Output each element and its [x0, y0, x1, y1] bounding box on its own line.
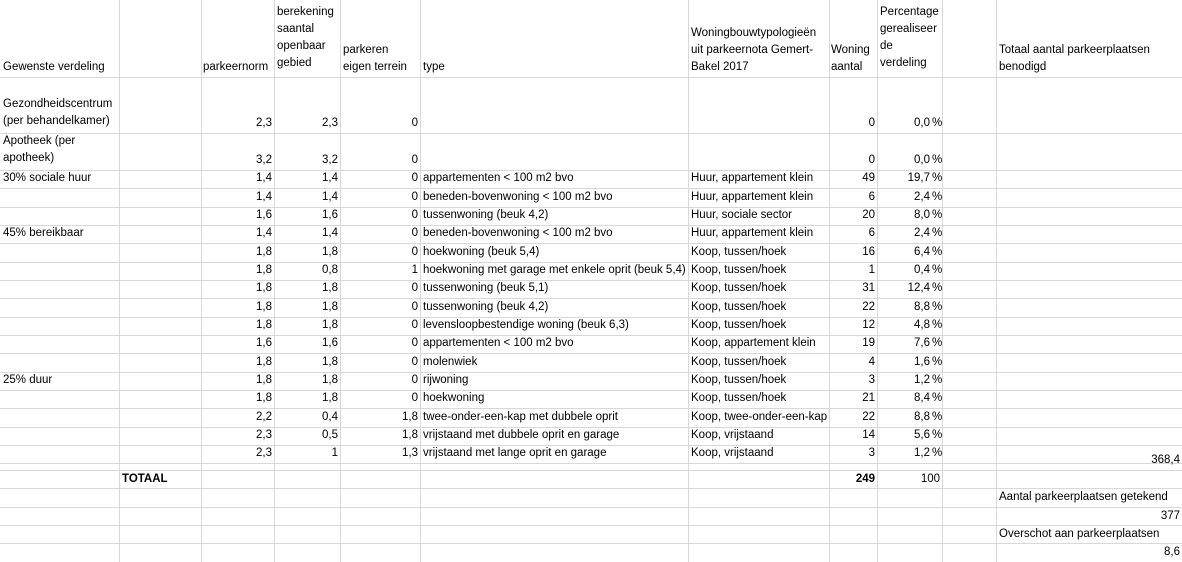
cell-parkeernorm: 1,8 [256, 264, 272, 276]
cell-percentage: 1,6 [914, 356, 930, 368]
cell-parkeernorm: 2,3 [256, 429, 272, 441]
cell-parkeernorm: 1,8 [256, 246, 272, 258]
cell-woning-aantal: 49 [862, 172, 875, 184]
cell-parkeernorm: 1,8 [256, 282, 272, 294]
cell-eigen-terrein: 0 [411, 392, 418, 404]
header-line: Woning [831, 44, 870, 56]
cell-eigen-terrein: 0 [411, 227, 418, 239]
cell-gewenste-verdeling: Gezondheidscentrum (per behandelkamer) [3, 98, 113, 127]
header-line: Bakel 2017 [691, 61, 749, 73]
cell-type: hoekwoning met garage met enkele oprit (beuk 5,4) [423, 264, 686, 276]
cell-openbaar: 1,8 [322, 246, 338, 258]
cell-woning-aantal: 6 [868, 227, 875, 239]
header-line: aantal [831, 61, 863, 73]
cell-typologie: Koop, tussen/hoek [691, 356, 787, 368]
cell-eigen-terrein: 1,8 [402, 411, 418, 423]
cell-type: rijwoning [423, 374, 469, 386]
grid-row-line [0, 243, 1182, 244]
cell-gewenste-verdeling: 45% bereikbaar [3, 227, 84, 239]
grid-row-line [0, 470, 1182, 471]
header-line: eigen terrein [343, 61, 407, 73]
cell-percentage: 0,0 [914, 154, 930, 166]
cell-openbaar: 3,2 [322, 154, 338, 166]
cell-percentage: 2,4 [914, 227, 930, 239]
cell-woning-aantal: 20 [862, 209, 875, 221]
cell-openbaar: 1,4 [322, 191, 338, 203]
cell-parkeernorm: 1,8 [256, 301, 272, 313]
cell-eigen-terrein: 0 [411, 319, 418, 331]
cell-parkeernorm: 2,2 [256, 411, 272, 423]
cell-percentage-sign: % [932, 154, 943, 166]
grid-col-line [420, 0, 421, 562]
header-line: Totaal aantal parkeerplaatsen [999, 44, 1150, 56]
cell-woning-aantal: 22 [862, 411, 875, 423]
cell-type: appartementen < 100 m2 bvo [423, 337, 574, 349]
cell-percentage: 8,8 [914, 411, 930, 423]
cell-openbaar: 2,3 [322, 117, 338, 129]
cell-percentage: 8,4 [914, 392, 930, 404]
cell-type: hoekwoning (beuk 5,4) [423, 246, 540, 258]
cell-type: tussenwoning (beuk 4,2) [423, 209, 549, 221]
totaal-aantal: 249 [855, 473, 875, 485]
cell-percentage: 4,8 [914, 319, 930, 331]
cell-openbaar: 1 [331, 447, 338, 459]
cell-percentage-sign: % [932, 374, 943, 386]
cell-woning-aantal: 0 [868, 154, 875, 166]
cell-percentage: 5,6 [914, 429, 930, 441]
cell-woning-aantal: 12 [862, 319, 875, 331]
cell-woning-aantal: 6 [868, 191, 875, 203]
cell-openbaar: 1,8 [322, 392, 338, 404]
cell-percentage: 1,2 [914, 374, 930, 386]
header-percentage-verdeling [880, 4, 944, 72]
totaal-percentage: 100 [920, 473, 940, 485]
cell-percentage-sign: % [932, 319, 943, 331]
cell-woning-aantal: 1 [868, 264, 875, 276]
header-berekening-openbaar [277, 4, 341, 72]
header-parkeernorm: parkeernorm [203, 61, 269, 73]
cell-woning-aantal: 14 [862, 429, 875, 441]
grid-row-line [0, 525, 1182, 526]
header-line: Woningbouwtypologieën [691, 27, 817, 39]
cell-openbaar: 1,6 [322, 337, 338, 349]
cell-percentage: 2,4 [914, 191, 930, 203]
cell-parkeernorm: 2,3 [256, 447, 272, 459]
cell-parkeernorm: 1,4 [256, 172, 272, 184]
cell-typologie: Koop, tussen/hoek [691, 264, 787, 276]
cell-typologie: Koop, tussen/hoek [691, 282, 787, 294]
grid-row-line [0, 298, 1182, 299]
cell-typologie: Koop, tussen/hoek [691, 246, 787, 258]
cell-percentage-sign: % [932, 172, 943, 184]
header-line: saantal [277, 23, 315, 35]
cell-percentage: 8,0 [914, 209, 930, 221]
cell-openbaar: 1,4 [322, 172, 338, 184]
overschot-value: 8,6 [1164, 546, 1180, 558]
cell-type: tussenwoning (beuk 5,1) [423, 282, 549, 294]
cell-type: hoekwoning [423, 392, 485, 404]
totaal-label: TOTAAL [122, 473, 168, 485]
header-woning-aantal [831, 42, 877, 76]
header-gewenste-verdeling: Gewenste verdeling [3, 61, 105, 73]
cell-percentage-sign: % [932, 227, 943, 239]
cell-parkeernorm: 1,6 [256, 337, 272, 349]
cell-eigen-terrein: 0 [411, 172, 418, 184]
cell-type: vrijstaand met dubbele oprit en garage [423, 429, 620, 441]
header-line: Percentage [880, 6, 939, 18]
cell-percentage: 19,7 [907, 172, 930, 184]
cell-woning-aantal: 21 [862, 392, 875, 404]
cell-woning-aantal: 4 [868, 356, 875, 368]
cell-openbaar: 0,4 [322, 411, 338, 423]
header-line: uit parkeernota Gemert- [691, 44, 814, 56]
cell-parkeernorm: 1,4 [256, 191, 272, 203]
cell-woning-aantal: 3 [868, 447, 875, 459]
cell-eigen-terrein: 0 [411, 337, 418, 349]
overschot-label: Overschot aan parkeerplaatsen [999, 528, 1160, 540]
getekend-value: 377 [1160, 510, 1180, 522]
cell-typologie: Koop, appartement klein [691, 337, 816, 349]
cell-percentage-sign: % [932, 117, 943, 129]
grid-row-line [0, 77, 1182, 78]
cell-typologie: Huur, sociale sector [691, 209, 792, 221]
cell-percentage-sign: % [932, 337, 943, 349]
cell-typologie: Koop, vrijstaand [691, 447, 774, 459]
grid-row-line [0, 353, 1182, 354]
cell-openbaar: 1,8 [322, 282, 338, 294]
grid-row-line [0, 408, 1182, 409]
cell-parkeernorm: 1,8 [256, 392, 272, 404]
grid-row-line [0, 488, 1182, 489]
cell-percentage-sign: % [932, 209, 943, 221]
cell-type: beneden-bovenwoning < 100 m2 bvo [423, 191, 613, 203]
grid-col-line [996, 0, 997, 562]
cell-typologie: Huur, appartement klein [691, 172, 814, 184]
header-type: type [423, 61, 445, 73]
cell-parkeernorm: 2,3 [256, 117, 272, 129]
grid-row-line [0, 188, 1182, 189]
cell-woning-aantal: 19 [862, 337, 875, 349]
cell-percentage: 0,4 [914, 264, 930, 276]
header-line: benodigd [999, 61, 1047, 73]
cell-type: molenwiek [423, 356, 478, 368]
cell-percentage: 0,0 [914, 117, 930, 129]
cell-woning-aantal: 22 [862, 301, 875, 313]
cell-openbaar: 1,8 [322, 374, 338, 386]
header-woningbouwtypologieen [691, 25, 829, 76]
cell-typologie: Koop, vrijstaand [691, 429, 774, 441]
cell-eigen-terrein: 1,8 [402, 429, 418, 441]
cell-percentage-sign: % [932, 392, 943, 404]
cell-type: vrijstaand met lange oprit en garage [423, 447, 607, 459]
header-line: de [880, 40, 893, 52]
cell-typologie: Huur, appartement klein [691, 227, 814, 239]
cell-parkeernorm: 1,8 [256, 356, 272, 368]
cell-eigen-terrein: 0 [411, 374, 418, 386]
cell-percentage-sign: % [932, 282, 943, 294]
cell-eigen-terrein: 0 [411, 191, 418, 203]
grid-row-line [0, 543, 1182, 544]
cell-gewenste-verdeling: 25% duur [3, 374, 53, 386]
cell-percentage-sign: % [932, 429, 943, 441]
cell-eigen-terrein: 0 [411, 246, 418, 258]
header-line: berekening [277, 6, 334, 18]
cell-typologie: Koop, tussen/hoek [691, 301, 787, 313]
cell-type: tussenwoning (beuk 4,2) [423, 301, 549, 313]
cell-eigen-terrein: 1 [411, 264, 418, 276]
cell-percentage-sign: % [932, 246, 943, 258]
cell-eigen-terrein: 1,3 [402, 447, 418, 459]
cell-type: appartementen < 100 m2 bvo [423, 172, 574, 184]
cell-percentage-sign: % [932, 447, 943, 459]
cell-percentage: 7,6 [914, 337, 930, 349]
cell-gewenste-verdeling: 30% sociale huur [3, 172, 92, 184]
cell-percentage-sign: % [932, 411, 943, 423]
cell-percentage: 1,2 [914, 447, 930, 459]
header-line: verdeling [880, 57, 927, 69]
grid-col-line [119, 0, 120, 562]
cell-typologie: Koop, twee-onder-een-kap [691, 411, 828, 423]
cell-parkeernorm: 1,8 [256, 374, 272, 386]
cell-eigen-terrein: 0 [411, 282, 418, 294]
cell-openbaar: 1,4 [322, 227, 338, 239]
header-line: parkeren [343, 44, 389, 56]
cell-parkeernorm: 1,8 [256, 319, 272, 331]
cell-percentage: 12,4 [907, 282, 930, 294]
cell-percentage-sign: % [932, 191, 943, 203]
cell-eigen-terrein: 0 [411, 356, 418, 368]
cell-openbaar: 1,6 [322, 209, 338, 221]
cell-percentage-sign: % [932, 301, 943, 313]
cell-type: twee-onder-een-kap met dubbele oprit [423, 411, 618, 423]
cell-openbaar: 1,8 [322, 301, 338, 313]
cell-typologie: Koop, tussen/hoek [691, 392, 787, 404]
header-line: openbaar [277, 40, 326, 52]
cell-gewenste-verdeling: Apotheek (per apotheek) [3, 135, 76, 164]
cell-eigen-terrein: 0 [411, 117, 418, 129]
header-totaal-benodigd [999, 42, 1182, 76]
cell-openbaar: 1,8 [322, 319, 338, 331]
cell-typologie: Koop, tussen/hoek [691, 374, 787, 386]
grid-row-line [0, 507, 1182, 508]
cell-percentage-sign: % [932, 264, 943, 276]
cell-eigen-terrein: 0 [411, 209, 418, 221]
grid-row-line [0, 133, 1182, 134]
cell-percentage-sign: % [932, 356, 943, 368]
cell-woning-aantal: 3 [868, 374, 875, 386]
cell-woning-aantal: 0 [868, 117, 875, 129]
cell-parkeernorm: 3,2 [256, 154, 272, 166]
cell-woning-aantal: 16 [862, 246, 875, 258]
cell-typologie: Koop, tussen/hoek [691, 319, 787, 331]
header-parkeren-eigen-terrein [343, 42, 421, 76]
cell-openbaar: 0,5 [322, 429, 338, 441]
grid-col-line [688, 0, 689, 562]
getekend-label: Aantal parkeerplaatsen getekend [999, 491, 1168, 503]
cell-eigen-terrein: 0 [411, 154, 418, 166]
cell-openbaar: 0,8 [322, 264, 338, 276]
cell-type: beneden-bovenwoning < 100 m2 bvo [423, 227, 613, 239]
cell-percentage: 8,8 [914, 301, 930, 313]
header-line: gebied [277, 57, 312, 69]
cell-typologie: Huur, appartement klein [691, 191, 814, 203]
cell-percentage: 6,4 [914, 246, 930, 258]
cell-eigen-terrein: 0 [411, 301, 418, 313]
cell-openbaar: 1,8 [322, 356, 338, 368]
cell-type: levensloopbestendige woning (beuk 6,3) [423, 319, 629, 331]
header-line: gerealiseer [880, 23, 937, 35]
cell-woning-aantal: 31 [862, 282, 875, 294]
cell-parkeernorm: 1,6 [256, 209, 272, 221]
cell-parkeernorm: 1,4 [256, 227, 272, 239]
totaal-benodigd-value: 368,4 [1151, 454, 1180, 466]
